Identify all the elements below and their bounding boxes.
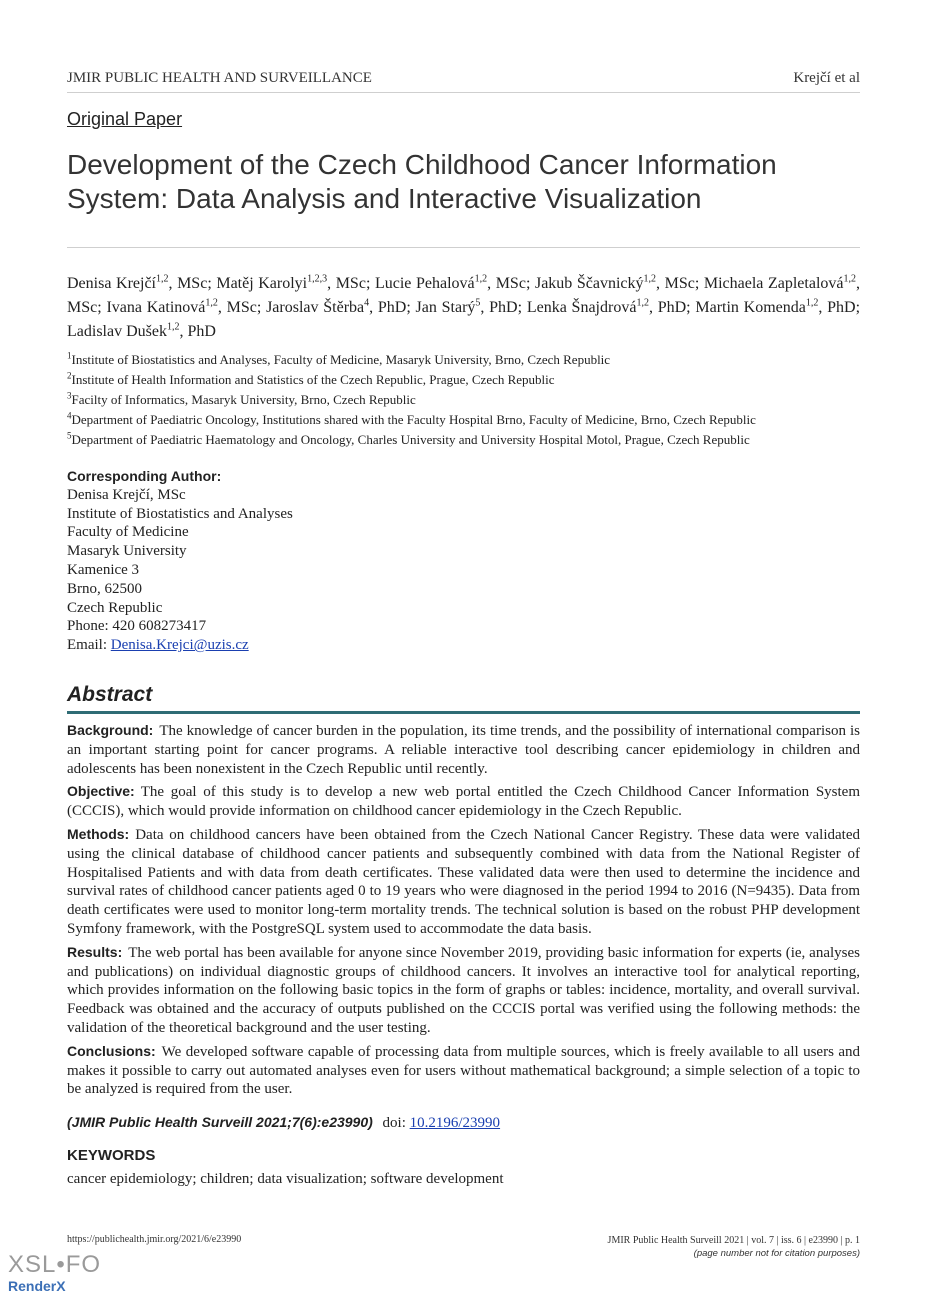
author [535, 275, 695, 292]
author-affiliation-number: 1,2 [843, 273, 856, 285]
affiliation-text: Institute of Biostatistics and Analyses, Faculty of Medicine, Masaryk University, Brno, Czech Republic [71, 352, 611, 367]
author-affiliation-number: 5 [475, 297, 481, 309]
abstract-section-label: Methods: [67, 825, 130, 842]
renderx-watermark [8, 1252, 101, 1294]
article-title: Development of the Czech Childhood Cancer Information System: Data Analysis and Interactive Visualization [67, 149, 777, 214]
corresponding-line: Faculty of Medicine [67, 524, 189, 541]
affiliation-text: Department of Paediatric Haematology and Oncology, Charles University and University Hospital Motol, Prague, Czech Republic [71, 432, 750, 447]
corresponding-email-line [67, 636, 860, 655]
abstract-section-text: The knowledge of cancer burden in the population, its time trends, and the possibility of international comparison is an important starting point for cancer programs. A reliable interactive tool describing cancer epidemiology in children and adolescents has been nonexistent in the Czech Republic until recently. [67, 723, 860, 777]
author [67, 275, 207, 292]
affiliation-number: 2 [67, 370, 72, 381]
affiliation-number: 1 [67, 350, 72, 361]
author-degree: , PhD [179, 323, 216, 340]
corresponding-details [67, 486, 860, 636]
author [527, 299, 686, 316]
author-name: Martin Komenda [695, 299, 806, 316]
author [266, 299, 406, 316]
corresponding-line: Kamenice 3 [67, 561, 140, 578]
abstract-heading: Abstract [67, 683, 153, 706]
author-degree: , PhD [818, 299, 856, 316]
citation-line [67, 1114, 500, 1132]
abstract-section-label: Conclusions: [67, 1042, 156, 1059]
corresponding-line: Czech Republic [67, 599, 163, 616]
author-affiliation-number: 1,2 [205, 297, 218, 309]
abstract-section-text: Data on childhood cancers have been obtained from the Czech National Cancer Registry. These data were validated using the clinical database of childhood cancer patients and subsequently combined with data from the National Register of Hospitalised Patients and with data from death certificates. These validated data were then used to determine the incidence and survival rates of childhood cancer patients aged 0 to 19 years who were diagnosed in the period 1994 to 2016 (N=9435). Data from death certificates were used to monitor long-term mortality trends. The technical solution is based on the robust PHP development Symfony framework, with the PostgreSQL system used to accommodate the data basis. [67, 826, 860, 937]
abstract-section-text: The web portal has been available for anyone since November 2019, providing basic information for experts (ie, analyses and publications) on individual diagnostic groups of childhood cancers. It involves an interactive tool for analytical reporting, which provides information on the following basic topics in the form of graphs or tables: incidence, mortality, and overall survival. Feedback was obtained and the accuracy of outputs published on the CCCIS portal was verified using the following methods: the validation of the theoretical background and the user testing. [67, 944, 860, 1036]
article-type: Original Paper [67, 109, 183, 129]
affiliation-number: 4 [67, 410, 72, 421]
corresponding-line: Denisa Krejčí, MSc [67, 486, 186, 503]
watermark-line1: XSL•FO [8, 1251, 102, 1278]
affiliation [67, 410, 860, 430]
author-list: Denisa Krejčí$^{1,2}$, MSc; Matěj Karolyi$^{1,2,3}$, MSc; Lucie Pehalová$^{1,2}$, MSc; Jakub Ščavnický$^{1,2}$, MSc; Michaela Zapletalová$^{1,2}$, MSc; Ivana Katinová$^{1,2}$, MSc; Jaroslav Štěrba$^4$, PhD; Jan Starý$^5$, PhD; Lenka Šnajdrová$^{1,2}$, PhD; Martin Komenda$^{1,2}$, PhD; Ladislav Dušek$^{1,2}$, PhD [67, 273, 861, 340]
corresponding-line: Institute of Biostatistics and Analyses [67, 505, 293, 522]
corresponding-author [67, 467, 860, 655]
author-degree: , MSc [327, 275, 366, 292]
author-degree: , PhD [648, 299, 687, 316]
corresponding-line: Phone: 420 608273417 [67, 618, 207, 635]
keywords-text: cancer epidemiology; children; data visualization; software development [67, 1171, 504, 1187]
abstract-body [67, 721, 860, 1103]
keywords-heading: KEYWORDS [67, 1147, 156, 1164]
author [67, 323, 216, 340]
doi-label: doi: [382, 1115, 406, 1131]
corresponding-heading: Corresponding Author: [67, 468, 222, 484]
author [695, 299, 855, 316]
author-degree: , PhD [480, 299, 518, 316]
title-rule [67, 247, 860, 248]
abstract-section-label: Background: [67, 722, 154, 738]
footer-note: (page number not for citation purposes) [693, 1248, 860, 1259]
author-affiliation-number: 4 [364, 297, 370, 309]
abstract-section-label: Results: [67, 943, 123, 960]
author-name: Ladislav Dušek [67, 323, 167, 340]
author-name: Michaela Zapletalová [703, 275, 844, 292]
author-affiliation-number: 1,2 [805, 297, 819, 309]
author-name: Jaroslav Štěrba [266, 299, 365, 316]
abstract-section [67, 721, 860, 778]
author-affiliation-number: 1,2 [636, 297, 649, 309]
abstract-rule [67, 711, 860, 714]
watermark-line2: RenderX [8, 1278, 66, 1294]
affiliation [67, 430, 860, 450]
author-name: Jan Starý [415, 299, 476, 316]
author [216, 275, 366, 292]
email-link[interactable]: Denisa.Krejci@uzis.cz [110, 637, 249, 654]
abstract-section-text: We developed software capable of processing data from multiple sources, which is freely available to all users and makes it possible to carry out automated analyses even for users without mathematical background; a simple selection of a topic to be analyzed is required from the user. [67, 1043, 860, 1098]
author-name: Denisa Krejčí [67, 275, 156, 292]
author-name: Ivana Katinová [106, 299, 206, 316]
doi-link[interactable]: 10.2196/23990 [409, 1115, 501, 1131]
affiliation-number: 5 [67, 430, 72, 441]
citation-ref: (JMIR Public Health Surveill 2021;7(6):e23990) [67, 1114, 373, 1130]
abstract-section-label: Objective: [67, 783, 135, 800]
email-label: Email: [67, 637, 107, 654]
author-name: Lucie Pehalová [374, 275, 475, 292]
author-degree: , MSc [217, 299, 257, 316]
author-name: Matěj Karolyi [216, 275, 308, 292]
author-affiliation-number: 1,2 [474, 273, 488, 285]
footer-url: https://publichealth.jmir.org/2021/6/e23990 [67, 1234, 242, 1245]
running-head [67, 70, 860, 87]
footer-journal-info: JMIR Public Health Surveill 2021 | vol. 7 | iss. 6 | e23990 | p. 1 [607, 1235, 860, 1246]
affiliation-list [67, 350, 860, 450]
header-rule [67, 92, 860, 93]
author-affiliation-number: 1,2 [643, 273, 657, 285]
affiliation [67, 390, 860, 410]
author [416, 299, 518, 316]
abstract-section-text: The goal of this study is to develop a new web portal entitled the Czech Childhood Cancer Information System (CCCIS), which would provide information on childhood cancer epidemiology in the Czech Republic. [67, 784, 860, 820]
author-degree: , MSc [168, 275, 208, 292]
footer-info [608, 1234, 860, 1260]
author [106, 299, 256, 316]
corresponding-line: Masaryk University [67, 543, 187, 560]
affiliation-text: Institute of Health Information and Statistics of the Czech Republic, Prague, Czech Republic [71, 372, 555, 387]
author-name: Jakub Ščavnický [534, 275, 644, 292]
author-affiliation-number: 1,2,3 [307, 273, 328, 285]
abstract-section [67, 825, 860, 939]
corresponding-line: Brno, 62500 [67, 580, 142, 597]
author-degree: , MSc [656, 275, 695, 292]
author-degree: , MSc [67, 275, 860, 316]
abstract-section [67, 943, 860, 1038]
journal-name: JMIR PUBLIC HEALTH AND SURVEILLANCE [67, 70, 372, 86]
abstract-section [67, 1042, 860, 1099]
affiliation-text: Facilty of Informatics, Masaryk University, Brno, Czech Republic [71, 392, 416, 407]
affiliation-text: Department of Paediatric Oncology, Institutions shared with the Faculty Hospital Brno, Faculty of Medicine, Brno, Czech Republic [71, 412, 756, 427]
abstract-section [67, 782, 860, 821]
author-degree: , PhD [369, 299, 407, 316]
author-affiliation-number: 1,2 [156, 273, 169, 285]
affiliation [67, 370, 860, 390]
affiliation-number: 3 [67, 390, 72, 401]
running-author: Krejčí et al [793, 70, 860, 86]
author-affiliation-number: 1,2 [166, 321, 180, 333]
author-name: Lenka Šnajdrová [526, 299, 637, 316]
author-degree: , MSc [487, 275, 526, 292]
affiliation [67, 350, 860, 370]
author [375, 275, 526, 292]
